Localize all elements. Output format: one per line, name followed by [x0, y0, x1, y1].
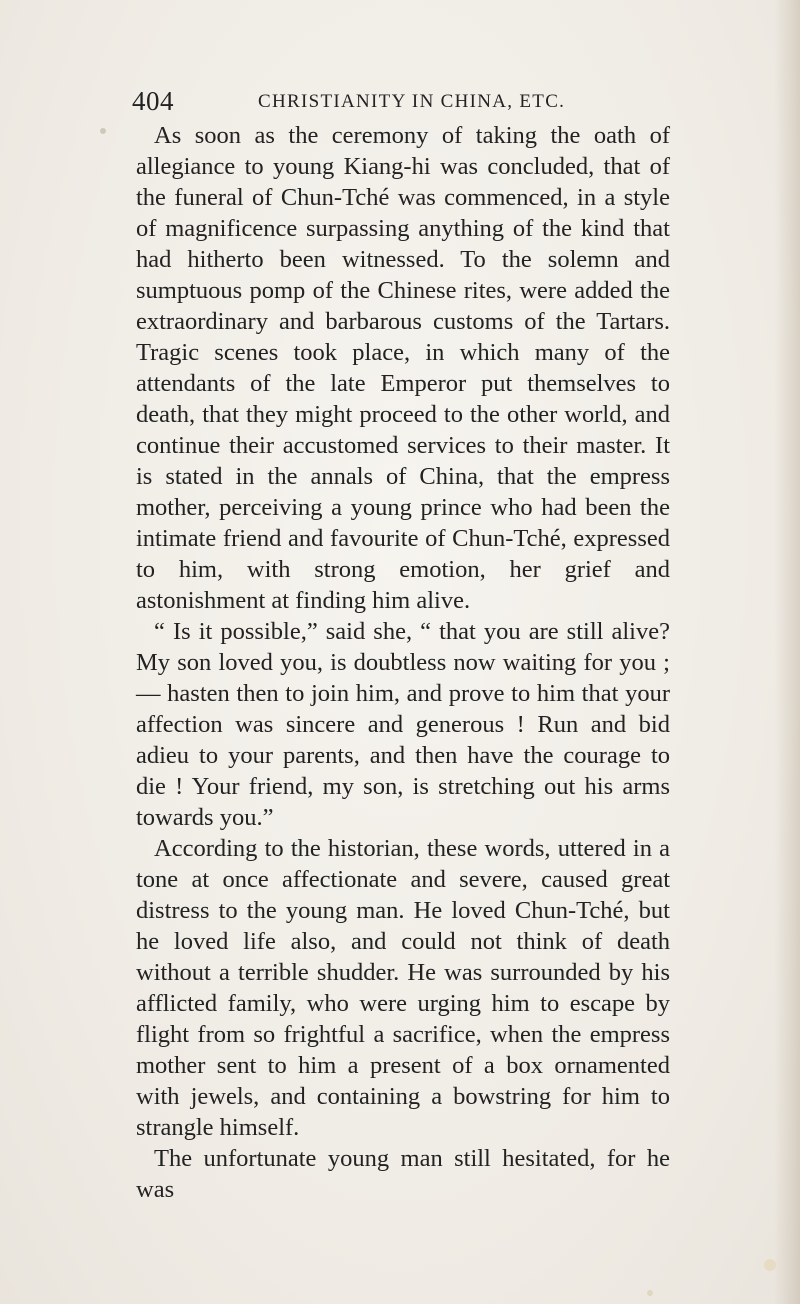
page-header	[132, 86, 684, 116]
paragraph: “ Is it possible,” said she, “ that you are still alive? My son loved you, is doubtless now waiting for you ;— hasten then to join him, and prove to him that your affection was sincere and generous ! Run and bid adieu to your parents, and then have the courage to die ! Your friend, my son, is stretching out his arms towards you.”	[136, 618, 670, 831]
paragraph: According to the historian, these words, uttered in a tone at once affectionate and severe, caused great distress to the young man. He loved Chun-Tché, but he loved life also, and could not think of death without a terrible shudder. He was surrounded by his afflicted family, who were urging him to escape by flight from so frightful a sacrifice, when the empress mother sent to him a present of a box ornamented with jewels, and containing a bowstring for him to strangle himself.	[136, 835, 670, 1141]
running-title: CHRISTIANITY IN CHINA, ETC.	[258, 91, 566, 112]
page-number: 404	[132, 86, 174, 116]
body-text	[136, 120, 670, 1205]
paragraph: As soon as the ceremony of taking the oath of allegiance to young Kiang-hi was concluded, that of the funeral of Chun-Tché was commenced, in a style of magnificence surpassing anything of the kind that had hitherto been witnessed. To the solemn and sumptuous pomp of the Chinese rites, were added the extraordinary and barbarous customs of the Tartars. Tragic scenes took place, in which many of the attendants of the late Emperor put themselves to death, that they might proceed to the other world, and continue their accustomed services to their master. It is stated in the annals of China, that the empress mother, perceiving a young prince who had been the intimate friend and favourite of Chun-Tché, expressed to him, with strong emotion, her grief and astonishment at finding him alive.	[136, 122, 670, 614]
page-edge-shadow	[774, 0, 800, 1304]
paragraph: The unfortunate young man still hesitated, for he was	[136, 1145, 670, 1203]
